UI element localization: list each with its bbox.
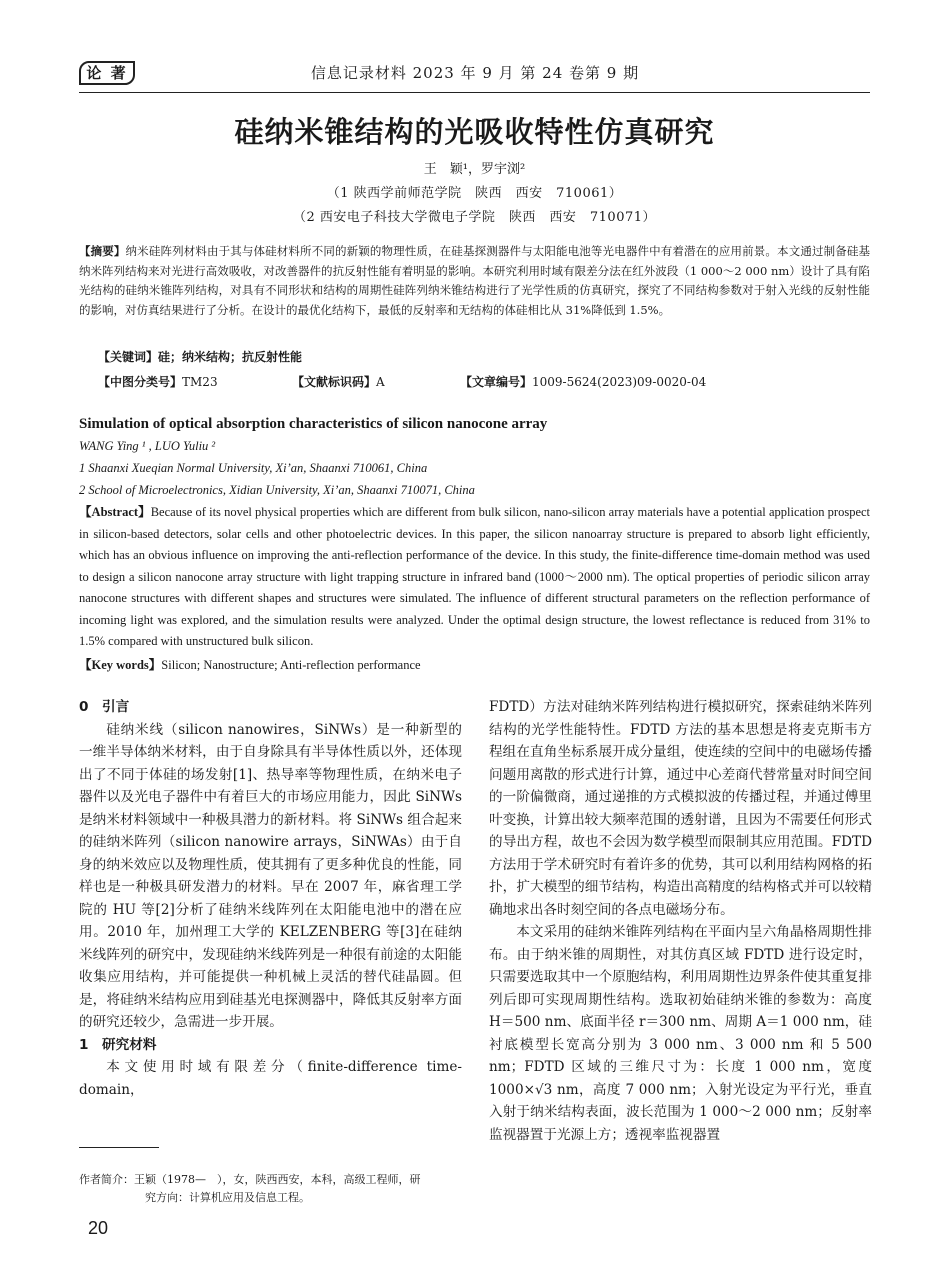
article-value: 1009-5624(2023)09-0020-04: [532, 375, 707, 389]
english-abstract: [79, 502, 870, 653]
doc-value: A: [376, 375, 385, 389]
english-keywords-label: 【Key words】: [79, 658, 162, 672]
section-1-paragraph: 本文使用时域有限差分（finite-difference time-domain，: [79, 1059, 462, 1098]
header-rule: [79, 92, 870, 93]
abstract-cn-text: 纳米硅阵列材料由于其与体硅材料所不同的新颖的物理性质，在硅基探测器件与太阳能电池等光电器件中有着潜在的应用前景。本文通过制备硅基纳米阵列结构来对光进行高效吸收，对改善器件的抗反射性能有着明显的影响。本研究利用时域有限差分法在红外波段（1 000～2 000 nm）设计了具有陷光结构的硅纳米锥阵列结构，对具有不同形状和结构的周期性硅阵列纳米锥结构进行了光学性质的仿真研究，探究了不同结构参数对于射入光线的反射性能的影响，对仿真结果进行了分析。在设计的最优化结构下，最低的反射率和无结构的体硅相比从 31%降低到 1.5%。: [79, 244, 871, 317]
english-affiliation-2: 2 School of Microelectronics, Xidian University, Xi’an, Shaanxi 710071, China: [79, 483, 475, 497]
section-0-paragraph: 硅纳米线（silicon nanowires，SiNWs）是一种新型的一维半导体纳米材料，由于自身除具有半导体性质以外，还体现出了不同于体硅的场发射[1]、热导率等物理性质，在纳米电子器件以及光电子器件中有着巨大的市场应用能力，因此 SiNWs 是纳米材料领域中一种极具潜力的新材料。将 SiNWs 组合起来的硅纳米阵列（silicon nanowire arrays，SiNWAs）由于自身的纳米效应以及物理性质，使其拥有了更多种优良的性能，同样也是一种极具研发潜力的材料。早在 2007 年，麻省理工学院的 HU 等[2]分析了硅纳米线阵列在太阳能电池中的潜在应用。2010 年，加州理工大学的 KELZENBERG 等[3]在硅纳米线阵列的研究中，发现硅纳米线阵列是一种很有前途的太阳能收集应用结构，并可能提供一种机械上灵活的替代硅晶圆。但是，将硅纳米结构应用到硅基光电探测器中，降低其反射率方面的研究还较少，急需进一步开展。: [79, 721, 462, 1030]
section-badge: 论 著: [79, 61, 135, 85]
english-keywords-text: Silicon; Nanostructure; Anti-reflection performance: [161, 658, 421, 672]
paper-title: 硅纳米锥结构的光吸收特性仿真研究: [234, 115, 715, 149]
english-abstract-text: Because of its novel physical properties which are different from bulk silicon, nano-silicon array materials have a potential application prospect in silicon-based detectors, solar cells and other photoelectric devices. In this paper, the silicon nanoarray structure is prepared to absorb light efficiently, which has an obvious influence on improving the anti-reflection performance of the device. In this study, the finite-difference time-domain method was used to design a silicon nanocone array structure with light trapping structure in infrared band (1000～2000 nm). The optical properties of periodic silicon array nanocone structures with different shapes and structures were simulated. The influence of different structural parameters on the reflection performance of incoming light was explored, and the simulation results were analyzed. Under the optimal design structure, the lowest reflectance is reduced from 31% to 1.5% compared with unstructured bulk silicon.: [79, 505, 871, 648]
english-affiliation-1: 1 Shaanxi Xueqian Normal University, Xi’an, Shaanxi 710061, China: [79, 461, 428, 475]
english-authors: WANG Ying ¹ , LUO Yuliu ²: [79, 439, 216, 453]
document-code: [292, 373, 385, 390]
authors: 王 颖¹，罗宇浏²: [423, 162, 526, 177]
footnote-line-2: 究方向：计算机应用及信息工程。: [145, 1191, 310, 1204]
keywords-cn-text: 硅；纳米结构；抗反射性能: [158, 350, 303, 364]
affiliation-2: （2 西安电子科技大学微电子学院 陕西 西安 710071）: [292, 210, 657, 225]
right-paragraph-1: FDTD）方法对硅纳米阵列结构进行模拟研究，探索硅纳米阵列结构的光学性能特性。FDTD 方法的基本思想是将麦克斯韦方程组在直角坐标系展开成分量组，使连续的空间中的电磁场传播问题用离散的形式进行计算，通过中心差商代替常量对时间空间的一阶偏微商，通过递推的方式模拟波的传播过程，并通过傅里叶变换，计算出较大频率范围的透射谱，且因为不需要任何形式的导出方程，故也不会因为数学模型而限制其应用范围。FDTD 方法用于学术研究时有着许多的优势，其可以利用结构网格的拓扑，扩大模型的细节结构，构造出高精度的结构格式并可以较精确地求出各时刻空间的各点电磁场分布。: [489, 699, 872, 918]
running-head: 信息记录材料 2023 年 9 月 第 24 卷第 9 期: [310, 64, 640, 82]
abstract-cn-label: 【摘要】: [79, 244, 126, 258]
clc-label: 【中图分类号】: [98, 375, 183, 389]
left-column: [79, 696, 462, 1101]
abstract-cn: [79, 242, 870, 320]
clc-value: TM23: [182, 375, 218, 389]
article-label: 【文章编号】: [460, 375, 533, 389]
affiliation-1: （1 陕西学前师范学院 陕西 西安 710061）: [326, 186, 623, 201]
section-0-heading: 0 引言: [79, 699, 130, 715]
author-footnote: [79, 1171, 469, 1207]
right-column: [489, 696, 872, 1146]
doc-label: 【文献标识码】: [292, 375, 377, 389]
clc-number: [98, 373, 218, 390]
section-1-heading: 1 研究材料: [79, 1036, 157, 1053]
keywords-cn-label: 【关键词】: [98, 350, 159, 364]
footnote-line-1: 作者简介：王颖（1978— ），女，陕西西安，本科，高级工程师，研: [79, 1173, 421, 1186]
english-abstract-label: 【Abstract】: [79, 505, 151, 519]
article-number: [460, 373, 706, 390]
page-number: 20: [88, 1218, 109, 1238]
keywords-cn: [98, 348, 302, 365]
right-paragraph-2: 本文采用的硅纳米锥阵列结构在平面内呈六角晶格周期性排布。由于纳米锥的周期性，对其仿真区域 FDTD 进行设定时，只需要选取其中一个原胞结构，利用周期性边界条件使其重复排列后即可实现周期性结构。选取初始硅纳米锥的参数为：高度 H＝500 nm、底面半径 r＝300 nm、周期 A＝1 000 nm，硅衬底模型长宽高分别为 3 000 nm、3 000 nm 和 5 500 nm；FDTD 区域的三维尺寸为：长度 1 000 nm，宽度 1000×√3 nm，高度 7 000 nm；入射光设定为平行光，垂直入射于纳米结构表面，波长范围为 1 000～2 000 nm；反射率监视器置于光源上方；透视率监视器置: [489, 924, 872, 1143]
english-keywords: [79, 655, 421, 673]
english-title: Simulation of optical absorption characteristics of silicon nanocone array: [79, 416, 548, 432]
footnote-rule: [79, 1147, 159, 1148]
